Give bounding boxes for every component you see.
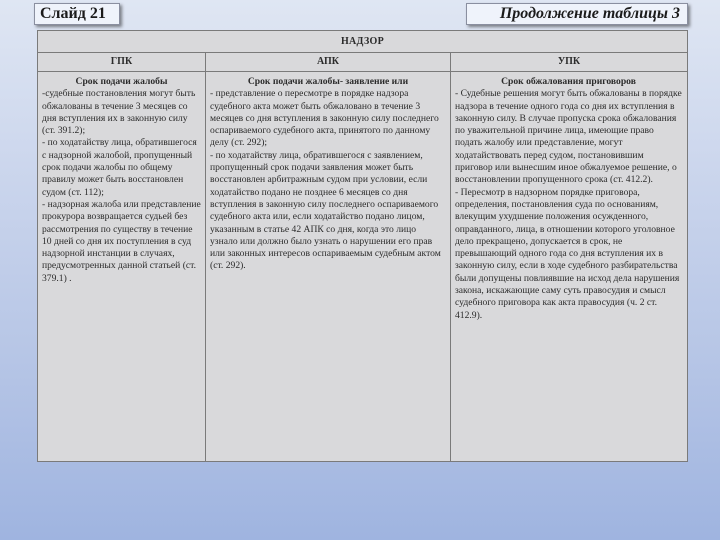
- supervision-table: [37, 30, 688, 462]
- gpk-cell-title: Срок подачи жалобы: [75, 76, 168, 87]
- upk-cell-title: Срок обжалования приговоров: [501, 76, 636, 87]
- table-title: НАДЗОР: [38, 31, 688, 53]
- apk-paragraph: - представление о пересмотре в порядке надзора судебного акта может быть обжаловано в течение 3 месяцев со дня вступления в законную силу последнего оспариваемого судебного акта, принятого по данному делу (ст. 292);: [210, 88, 439, 149]
- slide-number-label: Слайд 21: [34, 3, 120, 25]
- gpk-paragraph: - надзорная жалоба или представление прокурора возвращается судьей без рассмотрения по существу в течение 10 дней со дня их поступления в суд надзорной инстанции в случаях, предусмотренных данной статьей (ст. 379.1) .: [42, 198, 201, 284]
- table-title-row: [38, 31, 688, 53]
- upk-paragraph: - Пересмотр в надзорном порядке приговора, определения, постановления суда по основаниям, влекущим ухудшение положения осужденного, оправданного, лица, в отношении которого уголовное дело прекращено, допускается в срок, не превышающий одного года со дня вступления их в законную силу, если в ходе судебного разбирательства были допущены повлиявшие на исход дела нарушения закона, искажающие саму суть правосудия и смысл судебного приговора как акта правосудия (ч. 2 ст. 412.9).: [455, 186, 680, 321]
- column-header-gpk: ГПК: [38, 53, 206, 72]
- table-body-row: [38, 72, 688, 462]
- gpk-paragraph: - по ходатайству лица, обратившегося с надзорной жалобой, пропущенный срок подачи жалобы по общему правилу может быть восстановлен судом (ст. 112);: [42, 137, 197, 198]
- table-header-row: [38, 53, 688, 72]
- apk-cell: [206, 72, 451, 462]
- upk-cell: [451, 72, 688, 462]
- gpk-cell: [38, 72, 206, 462]
- column-header-upk: УПК: [451, 53, 688, 72]
- upk-paragraph: - Судебные решения могут быть обжалованы в порядке надзора в течение одного года со дня их вступления в законную силу. В случае пропуска срока обжалования по уважительной причине лица, имеющие право подать жалобу или представление, могут ходатайствовать перед судом, постановившим приговор или вынесшим иное обжалуемое решение, о восстановлении пропущенного срока (ст. 412.2).: [455, 88, 682, 186]
- apk-cell-title: Срок подачи жалобы- заявление или: [247, 76, 409, 87]
- column-header-apk: АПК: [206, 53, 451, 72]
- apk-paragraph: - по ходатайству лица, обратившегося с заявлением, пропущенный срок подачи заявления может быть восстановлен арбитражным судом при условии, если ходатайство подано не позднее 6 месяцев со дня вступления в законную силу последнего оспариваемого судебного акта или, если ходатайство подано лицом, указанным в статье 42 АПК со дня, когда это лицо узнало или должно было узнать о нарушении его прав или законных интересов оспариваемым судебным актом (ст. 292).: [210, 149, 441, 272]
- gpk-paragraph: -судебные постановления могут быть обжалованы в течение 3 месяцев со дня вступления их в законную силу (ст. 391.2);: [42, 88, 196, 137]
- table-continuation-label: Продолжение таблицы 3: [466, 3, 688, 25]
